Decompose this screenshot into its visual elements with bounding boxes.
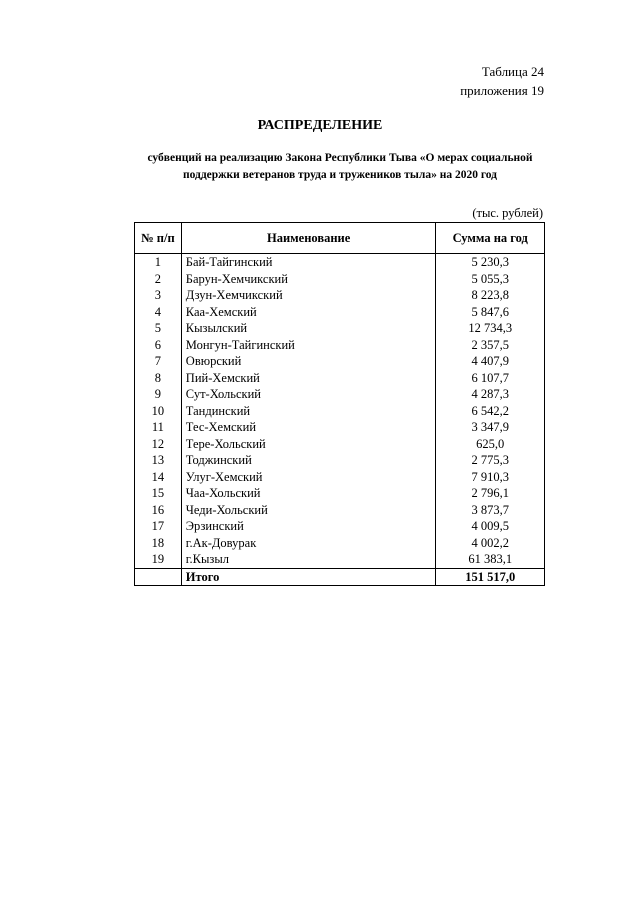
row-sum: 5 230,3: [436, 254, 545, 271]
table-body: [135, 254, 545, 586]
row-sum: 4 009,5: [436, 518, 545, 535]
row-sum: 6 107,7: [436, 370, 545, 387]
row-number: 2: [135, 271, 182, 288]
row-number: 12: [135, 436, 182, 453]
row-name: Чаа-Хольский: [181, 485, 436, 502]
row-sum: 4 407,9: [436, 353, 545, 370]
total-number: [135, 568, 182, 586]
row-name: Каа-Хемский: [181, 304, 436, 321]
row-number: 19: [135, 551, 182, 568]
row-sum: 3 873,7: [436, 502, 545, 519]
table-row: [135, 370, 545, 387]
row-name: Бай-Тайгинский: [181, 254, 436, 271]
row-sum: 7 910,3: [436, 469, 545, 486]
table-row: [135, 254, 545, 271]
row-number: 10: [135, 403, 182, 420]
row-name: г.Кызыл: [181, 551, 436, 568]
row-number: 18: [135, 535, 182, 552]
total-row: [135, 568, 545, 586]
row-name: Монгун-Тайгинский: [181, 337, 436, 354]
row-sum: 8 223,8: [436, 287, 545, 304]
subtitle-line-1: субвенций на реализацию Закона Республики Тыва «О мерах социальной: [147, 152, 533, 164]
row-sum: 2 775,3: [436, 452, 545, 469]
table-reference: [460, 62, 544, 100]
row-number: 16: [135, 502, 182, 519]
total-label: Итого: [181, 568, 436, 586]
table-row: [135, 304, 545, 321]
table-row: [135, 551, 545, 568]
row-number: 9: [135, 386, 182, 403]
total-sum: 151 517,0: [436, 568, 545, 586]
row-number: 15: [135, 485, 182, 502]
header-sum: Сумма на год: [436, 223, 545, 254]
row-name: Тере-Хольский: [181, 436, 436, 453]
table-header-row: [135, 223, 545, 254]
row-number: 1: [135, 254, 182, 271]
distribution-table: [134, 222, 545, 586]
header-number: № п/п: [135, 223, 182, 254]
appendix-number: приложения 19: [460, 83, 544, 98]
row-sum: 3 347,9: [436, 419, 545, 436]
row-sum: 5 847,6: [436, 304, 545, 321]
row-sum: 2 796,1: [436, 485, 545, 502]
table-row: [135, 337, 545, 354]
table-row: [135, 452, 545, 469]
row-sum: 2 357,5: [436, 337, 545, 354]
row-sum: 61 383,1: [436, 551, 545, 568]
row-sum: 12 734,3: [436, 320, 545, 337]
table-row: [135, 386, 545, 403]
row-name: Тоджинский: [181, 452, 436, 469]
row-sum: 625,0: [436, 436, 545, 453]
table-row: [135, 485, 545, 502]
row-name: Дзун-Хемчикский: [181, 287, 436, 304]
row-name: Улуг-Хемский: [181, 469, 436, 486]
row-name: Пий-Хемский: [181, 370, 436, 387]
table-row: [135, 320, 545, 337]
row-number: 17: [135, 518, 182, 535]
table-number: Таблица 24: [481, 64, 544, 79]
table-row: [135, 419, 545, 436]
row-number: 3: [135, 287, 182, 304]
row-number: 6: [135, 337, 182, 354]
row-sum: 5 055,3: [436, 271, 545, 288]
row-name: Эрзинский: [181, 518, 436, 535]
row-number: 5: [135, 320, 182, 337]
row-number: 4: [135, 304, 182, 321]
row-name: Сут-Хольский: [181, 386, 436, 403]
row-number: 7: [135, 353, 182, 370]
table-row: [135, 436, 545, 453]
row-number: 8: [135, 370, 182, 387]
table-row: [135, 469, 545, 486]
table-row: [135, 271, 545, 288]
row-name: Кызылский: [181, 320, 436, 337]
row-name: г.Ак-Довурак: [181, 535, 436, 552]
table-row: [135, 535, 545, 552]
table-row: [135, 353, 545, 370]
table-row: [135, 287, 545, 304]
row-number: 13: [135, 452, 182, 469]
header-name: Наименование: [181, 223, 436, 254]
row-sum: 6 542,2: [436, 403, 545, 420]
row-name: Чеди-Хольский: [181, 502, 436, 519]
document-subtitle: [120, 150, 560, 184]
document-title: РАСПРЕДЕЛЕНИЕ: [257, 118, 383, 133]
row-sum: 4 002,2: [436, 535, 545, 552]
row-name: Тес-Хемский: [181, 419, 436, 436]
row-name: Барун-Хемчикский: [181, 271, 436, 288]
table-row: [135, 502, 545, 519]
row-number: 11: [135, 419, 182, 436]
table-row: [135, 403, 545, 420]
row-name: Овюрский: [181, 353, 436, 370]
subtitle-line-2: поддержки ветеранов труда и тружеников тыла» на 2020 год: [183, 169, 497, 181]
unit-note: (тыс. рублей): [472, 206, 543, 220]
table-row: [135, 518, 545, 535]
row-name: Тандинский: [181, 403, 436, 420]
row-sum: 4 287,3: [436, 386, 545, 403]
row-number: 14: [135, 469, 182, 486]
